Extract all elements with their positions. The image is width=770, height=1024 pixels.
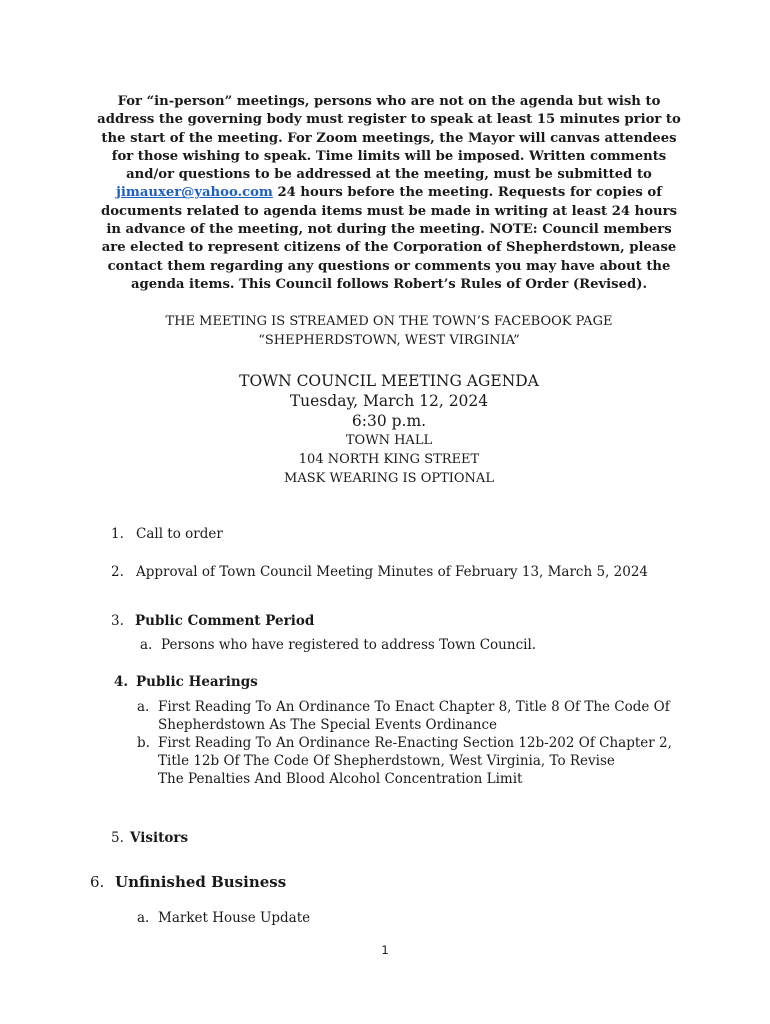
agenda-header bbox=[100, 371, 678, 488]
notice-line: agenda items. This Council follows Robert’s Rules of Order (Revised). bbox=[130, 276, 648, 292]
item-text: Approval of Town Council Meeting Minutes of February 13, March 5, 2024 bbox=[136, 564, 649, 580]
subitem-text-line: The Penalties And Blood Alcohol Concentration Limit bbox=[158, 771, 523, 787]
subitem-letter: a. bbox=[137, 699, 150, 715]
subitem-text-line: First Reading To An Ordinance Re-Enacting Section 12b-202 Of Chapter 2, bbox=[158, 735, 672, 751]
agenda-item-3 bbox=[111, 612, 314, 630]
registration-notice bbox=[96, 93, 682, 294]
item-number: 6. bbox=[90, 873, 105, 891]
notice-line: the start of the meeting. For Zoom meetings, the Mayor will canvas attendees bbox=[101, 130, 677, 146]
notice-line: contact them regarding any questions or comments you may have about the bbox=[107, 258, 671, 274]
agenda-subitem-3a bbox=[140, 636, 536, 654]
agenda-item-4 bbox=[114, 673, 258, 691]
agenda-item-1 bbox=[111, 525, 223, 543]
subitem-text-line: Title 12b Of The Code Of Shepherdstown, West Virginia, To Revise bbox=[158, 753, 615, 769]
meeting-time: 6:30 p.m. bbox=[351, 412, 427, 430]
subitem-text: Market House Update bbox=[158, 910, 311, 926]
mask-notice: MASK WEARING IS OPTIONAL bbox=[284, 471, 494, 486]
agenda-item-5 bbox=[111, 829, 188, 847]
notice-line: are elected to represent citizens of the Corporation of Shepherdstown, please bbox=[101, 240, 677, 256]
agenda-title: TOWN COUNCIL MEETING AGENDA bbox=[239, 372, 539, 390]
subitem-letter: a. bbox=[140, 637, 153, 653]
subitem-text: Persons who have registered to address Town Council. bbox=[161, 637, 537, 653]
agenda-subitem-4a bbox=[137, 698, 670, 734]
item-heading: Visitors bbox=[130, 830, 189, 846]
notice-line: address the governing body must register to speak at least 15 minutes prior to bbox=[97, 112, 681, 128]
item-number: 5. bbox=[111, 830, 124, 846]
agenda-item-2 bbox=[111, 563, 648, 581]
page-number: 1 bbox=[381, 943, 389, 957]
item-heading: Public Hearings bbox=[136, 674, 258, 690]
notice-line: for those wishing to speak. Time limits will be imposed. Written comments bbox=[111, 148, 667, 164]
subitem-text-line: First Reading To An Ordinance To Enact Chapter 8, Title 8 Of The Code Of bbox=[158, 699, 670, 715]
item-heading: Public Comment Period bbox=[135, 613, 315, 629]
meeting-location: TOWN HALL bbox=[345, 433, 433, 448]
agenda-item-6 bbox=[90, 873, 286, 891]
notice-line: in advance of the meeting, not during the meeting. NOTE: Council members bbox=[106, 222, 672, 238]
item-number: 2. bbox=[111, 564, 124, 580]
item-number: 1. bbox=[111, 526, 124, 542]
agenda-subitem-4b bbox=[137, 734, 672, 788]
meeting-date: Tuesday, March 12, 2024 bbox=[289, 392, 489, 410]
notice-line: For “in-person” meetings, persons who are not on the agenda but wish to bbox=[117, 94, 661, 109]
meeting-address: 104 NORTH KING STREET bbox=[298, 452, 480, 467]
stream-notice bbox=[100, 312, 678, 350]
stream-line: THE MEETING IS STREAMED ON THE TOWN’S FACEBOOK PAGE bbox=[165, 314, 613, 329]
notice-line: documents related to agenda items must be made in writing at least 24 hours bbox=[100, 203, 678, 219]
notice-line-rest: 24 hours before the meeting. Requests for copies of bbox=[272, 185, 662, 201]
notice-line: and/or questions to be addressed at the meeting, must be submitted to bbox=[126, 167, 652, 183]
item-text: Call to order bbox=[136, 526, 223, 542]
notice-line bbox=[96, 184, 682, 202]
agenda-subitem-6a bbox=[137, 909, 310, 927]
email-link[interactable]: jimauxer@yahoo.com bbox=[116, 185, 273, 201]
subitem-letter: a. bbox=[137, 910, 150, 926]
stream-line: “SHEPHERDSTOWN, WEST VIRGINIA” bbox=[258, 333, 520, 348]
item-number: 4. bbox=[114, 674, 129, 690]
item-number: 3. bbox=[111, 613, 124, 629]
item-heading: Unfinished Business bbox=[115, 873, 287, 891]
subitem-text-line: Shepherdstown As The Special Events Ordinance bbox=[158, 717, 498, 733]
subitem-letter: b. bbox=[137, 735, 150, 751]
